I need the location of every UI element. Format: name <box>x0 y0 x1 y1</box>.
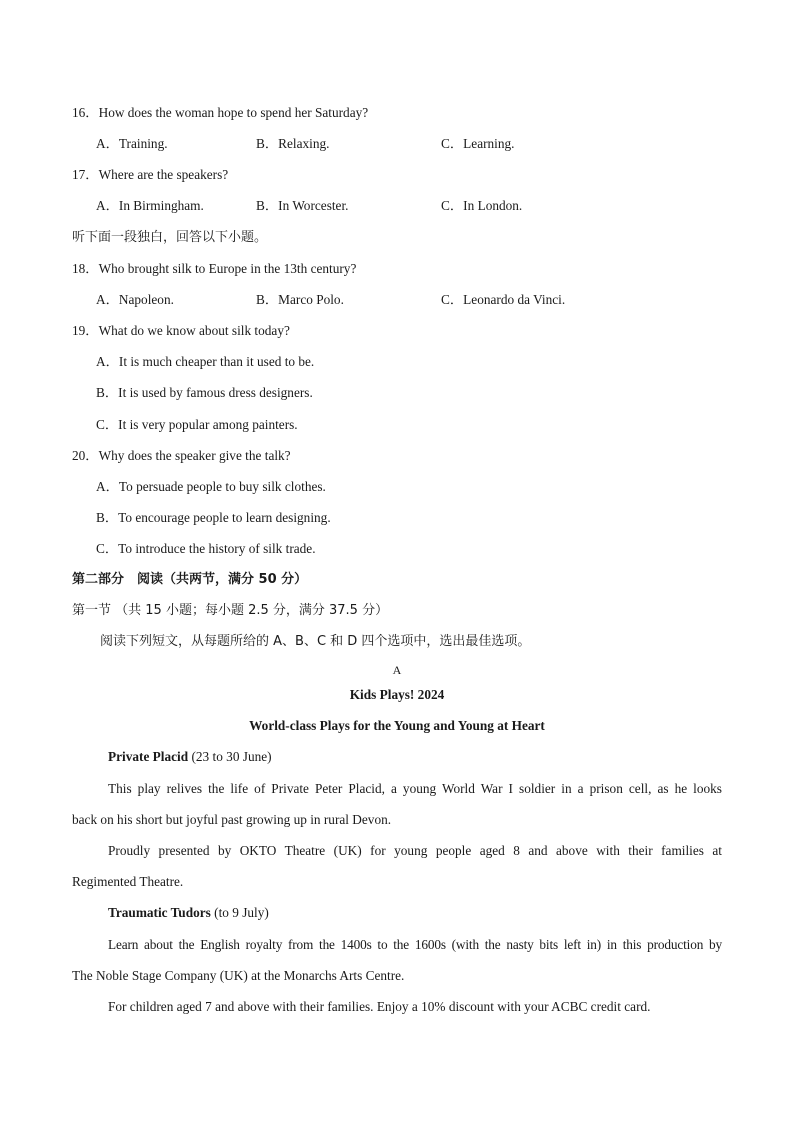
question-17-option-c: C．In London. <box>441 198 523 213</box>
question-16-option-a: A．Training. <box>96 136 168 151</box>
play-1-para1-line2: back on his short but joyful past growing up in rural Devon. <box>72 812 392 827</box>
question-18-stem: 18．Who brought silk to Europe in the 13th century? <box>72 261 357 276</box>
passage-subtitle: World-class Plays for the Young and Young at Heart <box>249 718 545 733</box>
question-19-option-b: B．It is used by famous dress designers. <box>96 385 313 400</box>
part2-section1: 第一节 （共 15 小题；每小题 2.5 分，满分 37.5 分） <box>72 603 389 618</box>
question-20-option-c: C．To introduce the history of silk trade. <box>96 541 316 556</box>
question-16-option-c: C．Learning. <box>441 136 515 151</box>
question-18-option-a: A．Napoleon. <box>96 292 174 307</box>
question-17-option-a: A．In Birmingham. <box>96 198 204 213</box>
passage-letter: A <box>392 663 402 677</box>
play-1-heading <box>108 748 272 766</box>
part2-instruction: 阅读下列短文，从每题所给的 A、B、C 和 D 四个选项中，选出最佳选项。 <box>100 634 531 649</box>
question-19-stem: 19．What do we know about silk today? <box>72 323 290 338</box>
question-20-option-a: A．To persuade people to buy silk clothes. <box>96 479 326 494</box>
question-20-stem: 20．Why does the speaker give the talk? <box>72 448 291 463</box>
question-19-option-a: A．It is much cheaper than it used to be. <box>96 354 315 369</box>
passage-title: Kids Plays! 2024 <box>349 687 445 702</box>
question-16-option-b: B．Relaxing. <box>256 136 330 151</box>
play-2-para1-line1: Learn about the English royalty from the 1400s to the 1600s (with the nasty bits left in) in this production by <box>108 937 722 952</box>
play-1-para2-line2: Regimented Theatre. <box>72 874 184 889</box>
play-1-name: Private Placid <box>108 749 189 764</box>
play-2-para2-line1: For children aged 7 and above with their families. Enjoy a 10% discount with your ACBC credit card. <box>108 999 651 1014</box>
question-16-stem: 16．How does the woman hope to spend her Saturday? <box>72 105 369 120</box>
question-17-stem: 17．Where are the speakers? <box>72 167 229 182</box>
play-2-name: Traumatic Tudors <box>108 905 211 920</box>
play-1-dates: (23 to 30 June) <box>188 749 272 764</box>
question-18-option-b: B．Marco Polo. <box>256 292 344 307</box>
play-2-heading <box>108 904 269 922</box>
question-18-option-c: C．Leonardo da Vinci. <box>441 292 566 307</box>
monologue-instruction: 听下面一段独白，回答以下小题。 <box>72 230 268 245</box>
play-2-dates: (to 9 July) <box>210 905 269 920</box>
play-1-para1-line1: This play relives the life of Private Peter Placid, a young World War I soldier in a prison cell, as he looks <box>108 781 722 796</box>
play-1-para2-line1: Proudly presented by OKTO Theatre (UK) for young people aged 8 and above with their families at <box>108 843 722 858</box>
question-17-option-b: B．In Worcester. <box>256 198 349 213</box>
play-2-para1-line2: The Noble Stage Company (UK) at the Monarchs Arts Centre. <box>72 968 405 983</box>
part2-heading: 第二部分 阅读（共两节，满分 50 分） <box>72 572 308 587</box>
question-20-option-b: B．To encourage people to learn designing. <box>96 510 331 525</box>
question-19-option-c: C．It is very popular among painters. <box>96 417 298 432</box>
